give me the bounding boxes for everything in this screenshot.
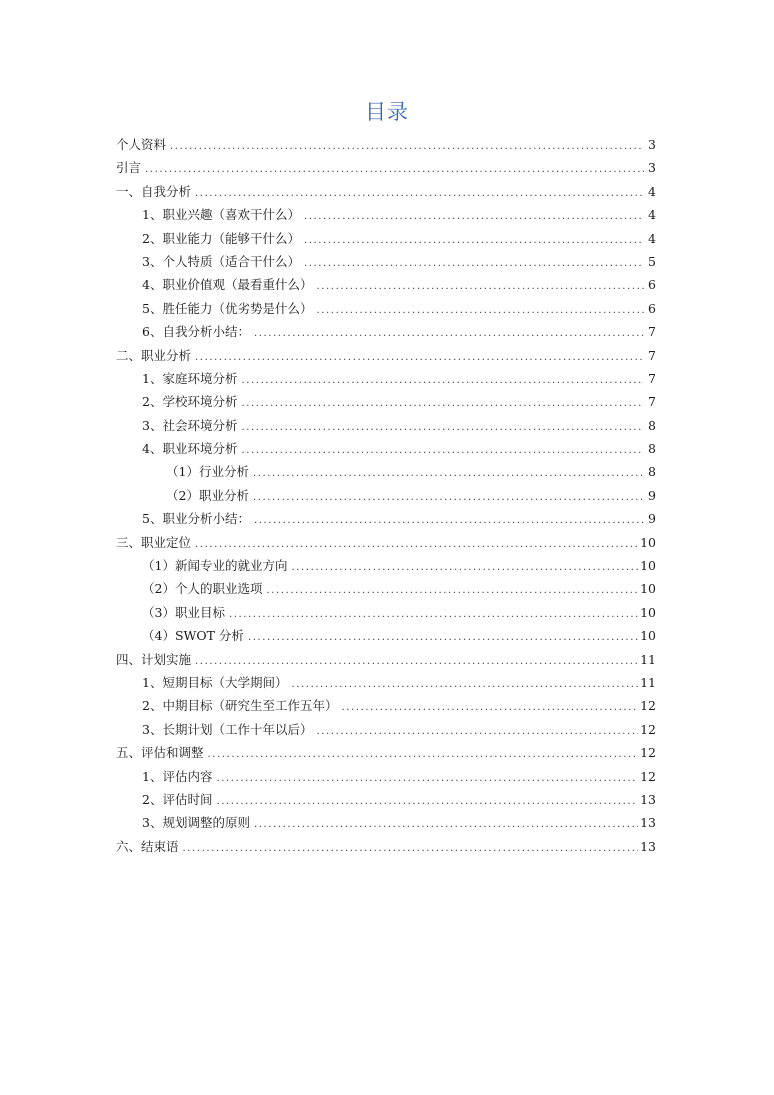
toc-entry-label[interactable]: （1）行业分析 [166, 464, 249, 480]
toc-page-number[interactable]: 10 [640, 558, 656, 574]
toc-entry[interactable] [116, 390, 656, 413]
dot-leader [170, 135, 644, 156]
toc-page-number[interactable]: 7 [648, 394, 656, 410]
toc-entry-label[interactable]: 六、结束语 [116, 838, 179, 854]
toc-entry[interactable] [116, 765, 656, 788]
dot-leader [195, 182, 644, 203]
toc-entry-label[interactable]: 三、职业定位 [116, 534, 192, 550]
toc-entry[interactable] [116, 460, 656, 483]
toc-entry-label[interactable]: 3、个人特质（适合干什么） [142, 253, 300, 269]
toc-page-number[interactable]: 12 [640, 768, 656, 784]
toc-entry[interactable] [116, 156, 656, 179]
toc-page-number[interactable]: 11 [640, 651, 656, 667]
toc-entry[interactable] [116, 250, 656, 273]
dot-leader [304, 205, 644, 226]
dot-leader [304, 229, 644, 250]
toc-entry[interactable] [116, 741, 656, 764]
dot-leader [266, 579, 638, 600]
dot-leader [195, 650, 638, 671]
toc-entry-label[interactable]: 3、规划调整的原则 [142, 815, 250, 831]
toc-entry-label[interactable]: 个人资料 [116, 137, 167, 152]
toc-entry-label[interactable]: 2、职业能力（能够干什么） [142, 230, 300, 246]
toc-page-number[interactable]: 4 [648, 230, 656, 246]
toc-entry[interactable] [116, 531, 656, 554]
toc-entry-label[interactable]: 一、自我分析 [116, 183, 192, 199]
dot-leader [316, 299, 644, 320]
toc-entry-label[interactable]: 6、自我分析小结： [142, 324, 250, 340]
toc-page-number[interactable]: 12 [640, 745, 656, 761]
toc-page-number[interactable]: 6 [648, 300, 656, 316]
toc-page-number[interactable]: 3 [648, 137, 656, 152]
toc-entry-label[interactable]: （1）新闻专业的就业方向 [142, 558, 288, 574]
dot-leader [241, 439, 644, 460]
toc-page-number[interactable]: 7 [648, 324, 656, 340]
toc-entry-label[interactable]: （3）职业目标 [142, 604, 225, 620]
toc-entry[interactable] [116, 320, 656, 343]
dot-leader [216, 790, 638, 811]
dot-leader [254, 813, 638, 834]
toc-entry-label[interactable]: 五、评估和调整 [116, 745, 204, 761]
dot-leader [253, 486, 644, 507]
toc-entry[interactable] [116, 367, 656, 390]
toc-entry-label[interactable]: 引言 [116, 160, 142, 176]
dot-leader [291, 556, 638, 577]
toc-page-number[interactable]: 13 [640, 815, 656, 831]
toc-page-number[interactable]: 10 [640, 581, 656, 597]
dot-leader [241, 416, 644, 437]
toc-page-number[interactable]: 3 [648, 160, 656, 176]
toc-entry[interactable] [116, 297, 656, 320]
toc-entry-label[interactable]: （4）SWOT 分析 [142, 628, 244, 644]
toc-entry-label[interactable]: 2、评估时间 [142, 791, 213, 807]
toc-entry[interactable] [116, 835, 656, 858]
toc-page-number[interactable]: 4 [648, 183, 656, 199]
toc-page-number[interactable]: 9 [648, 487, 656, 503]
toc-entry-label[interactable]: 5、职业分析小结： [142, 511, 250, 527]
toc-entry-label[interactable]: 1、评估内容 [142, 768, 213, 784]
toc-page-number[interactable]: 5 [648, 253, 656, 269]
dot-leader [248, 626, 638, 647]
toc-page-number[interactable]: 13 [640, 838, 656, 854]
toc-entry-label[interactable]: （2）职业分析 [166, 487, 249, 503]
dot-leader [241, 392, 644, 413]
toc-page-number[interactable]: 4 [648, 207, 656, 223]
toc-page-number[interactable]: 6 [648, 277, 656, 293]
dot-leader [253, 462, 644, 483]
toc-entry-label[interactable]: 1、家庭环境分析 [142, 370, 238, 386]
toc-entry[interactable] [116, 227, 656, 250]
toc-page-number[interactable]: 12 [640, 721, 656, 737]
toc-entry[interactable] [116, 507, 656, 530]
toc-entry[interactable] [116, 788, 656, 811]
toc-entry[interactable] [116, 694, 656, 717]
toc-entry-label[interactable]: 1、短期目标（大学期间） [142, 674, 288, 690]
toc-entry-label[interactable]: 4、职业环境分析 [142, 441, 238, 457]
toc-entry[interactable] [116, 671, 656, 694]
toc-page-number[interactable]: 8 [648, 441, 656, 457]
toc-entry[interactable] [116, 648, 656, 671]
toc-entry[interactable] [116, 601, 656, 624]
toc-entry[interactable] [116, 718, 656, 741]
toc-page-number[interactable]: 11 [640, 674, 656, 690]
toc-entry[interactable] [116, 577, 656, 600]
toc-entry-label[interactable]: 四、计划实施 [116, 651, 192, 667]
dot-leader [254, 322, 644, 343]
toc-page-number[interactable]: 8 [648, 417, 656, 433]
toc-entry[interactable] [116, 484, 656, 507]
toc-entry-label[interactable]: 1、职业兴趣（喜欢干什么） [142, 207, 300, 223]
toc-title: 目录 [365, 100, 409, 124]
toc-entry[interactable] [116, 811, 656, 834]
toc-entry[interactable] [116, 180, 656, 203]
toc-entry[interactable] [116, 273, 656, 296]
dot-leader [254, 509, 644, 530]
dot-leader [229, 603, 638, 624]
toc-entry-label[interactable]: 二、职业分析 [116, 347, 192, 363]
dot-leader [316, 275, 644, 296]
dot-leader [208, 743, 639, 764]
toc-entry[interactable] [116, 133, 656, 156]
toc-entry[interactable] [116, 344, 656, 367]
toc-entry-label[interactable]: 4、职业价值观（最看重什么） [142, 277, 313, 293]
dot-leader [183, 837, 639, 858]
dot-leader [195, 533, 638, 554]
toc-page-number[interactable]: 8 [648, 464, 656, 480]
toc-entry[interactable] [116, 437, 656, 460]
table-of-contents [116, 133, 656, 858]
toc-entry-label[interactable]: 3、长期计划（工作十年以后） [142, 721, 313, 737]
dot-leader [145, 158, 644, 179]
toc-entry-label[interactable]: 2、学校环境分析 [142, 394, 238, 410]
dot-leader [216, 767, 638, 788]
dot-leader [316, 720, 638, 741]
dot-leader [341, 696, 638, 717]
dot-leader [291, 673, 638, 694]
toc-entry[interactable] [116, 203, 656, 226]
toc-page-number[interactable]: 10 [640, 534, 656, 550]
toc-entry[interactable] [116, 624, 656, 647]
toc-page-number[interactable]: 12 [640, 698, 656, 714]
toc-page-number[interactable]: 10 [640, 628, 656, 644]
toc-entry[interactable] [116, 554, 656, 577]
toc-page-number[interactable]: 7 [648, 370, 656, 386]
toc-entry-label[interactable]: 5、胜任能力（优劣势是什么） [142, 300, 313, 316]
toc-page-number[interactable]: 9 [648, 511, 656, 527]
toc-page-number[interactable]: 13 [640, 791, 656, 807]
toc-entry-label[interactable]: （2）个人的职业选项 [142, 581, 263, 597]
toc-entry-label[interactable]: 2、中期目标（研究生至工作五年） [142, 698, 338, 714]
toc-entry[interactable] [116, 414, 656, 437]
dot-leader [304, 252, 644, 273]
dot-leader [241, 369, 644, 390]
dot-leader [195, 346, 644, 367]
toc-page-number[interactable]: 10 [640, 604, 656, 620]
toc-entry-label[interactable]: 3、社会环境分析 [142, 417, 238, 433]
toc-page-number[interactable]: 7 [648, 347, 656, 363]
